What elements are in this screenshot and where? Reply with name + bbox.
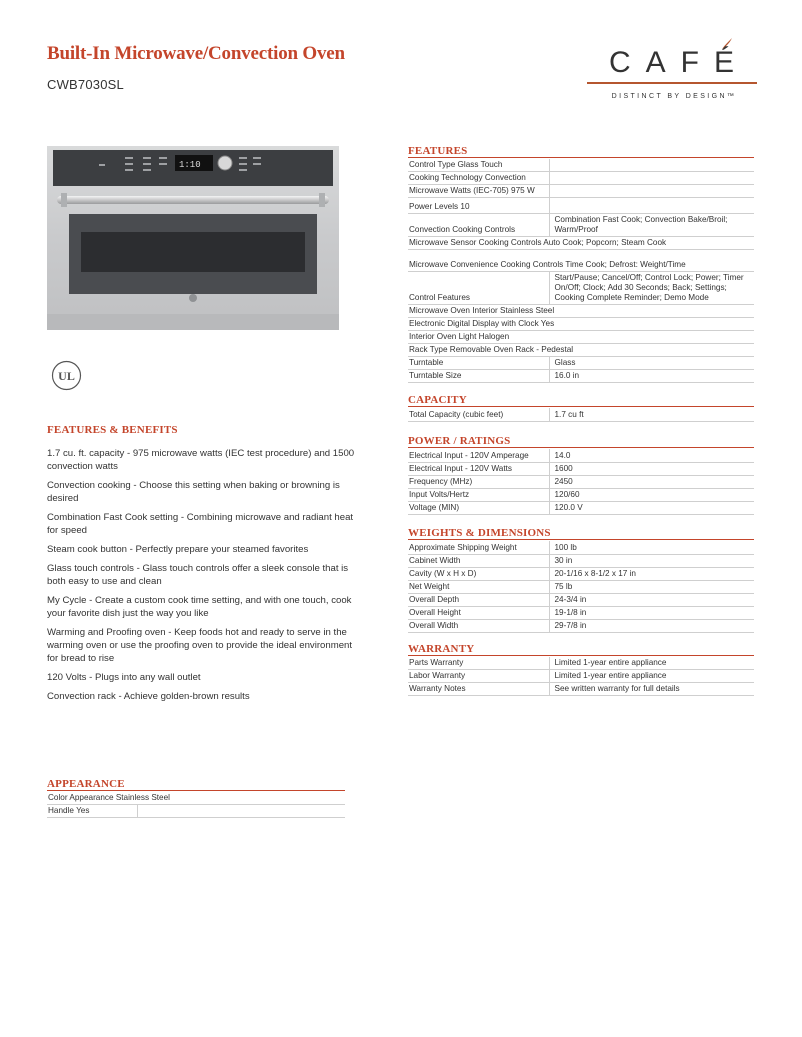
table-row bbox=[408, 670, 754, 683]
benefit-item: Convection rack - Achieve golden-brown results bbox=[47, 690, 250, 702]
spec-value: 29-7/8 in bbox=[549, 619, 754, 632]
table-row bbox=[408, 488, 754, 501]
features-heading: FEATURES bbox=[408, 145, 468, 157]
spec-value: Combination Fast Cook; Convection Bake/Broil; Warm/Proof bbox=[549, 214, 754, 237]
table-row bbox=[408, 449, 754, 462]
spec-value bbox=[549, 172, 754, 185]
benefits-list bbox=[47, 447, 362, 708]
table-row bbox=[408, 606, 754, 619]
table-row bbox=[408, 272, 754, 305]
spec-label: Turntable Size bbox=[408, 370, 549, 383]
table-row bbox=[47, 805, 345, 818]
spec-label: Overall Depth bbox=[408, 593, 549, 606]
spec-label: Rack Type Removable Oven Rack - Pedestal bbox=[408, 344, 754, 357]
spec-value: 30 in bbox=[549, 554, 754, 567]
warranty-rule bbox=[408, 655, 754, 656]
features-table bbox=[408, 159, 754, 383]
spec-label: Cabinet Width bbox=[408, 554, 549, 567]
spec-label: Electronic Digital Display with Clock Yes bbox=[408, 318, 754, 331]
spec-value: 1.7 cu ft bbox=[549, 408, 754, 421]
benefit-item: Combination Fast Cook setting - Combining microwave and radiant heat for speed bbox=[47, 512, 354, 537]
ul-listed-icon bbox=[51, 360, 82, 391]
capacity-rule bbox=[408, 406, 754, 407]
spec-label: Microwave Oven Interior Stainless Steel bbox=[408, 305, 754, 318]
spec-value bbox=[549, 159, 754, 172]
logo-rule bbox=[587, 82, 757, 84]
spec-label: Electrical Input - 120V Amperage bbox=[408, 449, 549, 462]
spec-label: Microwave Convenience Cooking Controls Time Cook; Defrost: Weight/Time bbox=[408, 250, 754, 272]
spec-value: 24-3/4 in bbox=[549, 593, 754, 606]
table-row bbox=[408, 462, 754, 475]
table-row bbox=[408, 501, 754, 514]
spec-label: Turntable bbox=[408, 357, 549, 370]
product-image bbox=[47, 146, 339, 330]
spec-label: Power Levels 10 bbox=[408, 198, 549, 214]
benefit-item: Convection cooking - Choose this setting when baking or browning is desired bbox=[47, 480, 340, 505]
table-row bbox=[408, 305, 754, 318]
weights-rule bbox=[408, 539, 754, 540]
benefit-item: Steam cook button - Perfectly prepare your steamed favorites bbox=[47, 544, 309, 555]
appearance-heading: APPEARANCE bbox=[47, 778, 125, 790]
table-row bbox=[408, 619, 754, 632]
spec-label: Cooking Technology Convection bbox=[408, 172, 549, 185]
spec-value: Limited 1-year entire appliance bbox=[549, 670, 754, 683]
benefit-item: My Cycle - Create a custom cook time setting, and with one touch, cook your favorite dish just the way you like bbox=[47, 594, 352, 619]
table-row bbox=[408, 331, 754, 344]
brand-wordmark: CAFÉ bbox=[608, 46, 749, 79]
table-row bbox=[408, 554, 754, 567]
table-row bbox=[408, 567, 754, 580]
spec-value: Start/Pause; Cancel/Off; Control Lock; Power; Timer On/Off; Clock; Add 30 Seconds; Back; Settings; Cooking Complete Reminder; Demo Mode bbox=[549, 272, 754, 305]
warranty-table bbox=[408, 657, 754, 696]
spec-value: 100 lb bbox=[549, 541, 754, 554]
power-heading: POWER / RATINGS bbox=[408, 435, 511, 447]
spec-label: Warranty Notes bbox=[408, 683, 549, 696]
table-row bbox=[408, 318, 754, 331]
spec-label: Interior Oven Light Halogen bbox=[408, 331, 754, 344]
table-row bbox=[47, 792, 345, 805]
table-row bbox=[408, 408, 754, 421]
spec-value: Limited 1-year entire appliance bbox=[549, 657, 754, 670]
table-row bbox=[408, 475, 754, 488]
table-row bbox=[408, 683, 754, 696]
spec-label: Parts Warranty bbox=[408, 657, 549, 670]
spec-label: Microwave Sensor Cooking Controls Auto Cook; Popcorn; Steam Cook bbox=[408, 237, 754, 250]
power-table bbox=[408, 449, 754, 515]
spec-label: Cavity (W x H x D) bbox=[408, 567, 549, 580]
table-row bbox=[408, 237, 754, 250]
capacity-heading: CAPACITY bbox=[408, 394, 467, 406]
spec-label: Overall Width bbox=[408, 619, 549, 632]
spec-label: Frequency (MHz) bbox=[408, 475, 549, 488]
table-row bbox=[408, 580, 754, 593]
weights-heading: WEIGHTS & DIMENSIONS bbox=[408, 527, 551, 539]
spec-value: 120.0 V bbox=[549, 501, 754, 514]
spec-label: Control Features bbox=[408, 272, 549, 305]
model-number: CWB7030SL bbox=[47, 77, 124, 92]
table-row bbox=[408, 214, 754, 237]
benefits-heading: FEATURES & BENEFITS bbox=[47, 424, 178, 436]
weights-table bbox=[408, 541, 754, 633]
spec-value bbox=[549, 198, 754, 214]
spec-label: Control Type Glass Touch bbox=[408, 159, 549, 172]
table-row bbox=[408, 198, 754, 214]
spec-label: Approximate Shipping Weight bbox=[408, 541, 549, 554]
table-row bbox=[408, 657, 754, 670]
spec-label: Electrical Input - 120V Watts bbox=[408, 462, 549, 475]
spec-label: Overall Height bbox=[408, 606, 549, 619]
spec-label: Handle Yes bbox=[47, 805, 137, 818]
appearance-rule bbox=[47, 790, 345, 791]
table-row bbox=[408, 250, 754, 272]
table-row bbox=[408, 185, 754, 198]
oven-display: 1:10 bbox=[179, 160, 201, 170]
table-row bbox=[408, 344, 754, 357]
spec-value: 14.0 bbox=[549, 449, 754, 462]
brand-tagline: DISTINCT BY DESIGN™ bbox=[611, 93, 737, 100]
benefit-item: 120 Volts - Plugs into any wall outlet bbox=[47, 672, 201, 683]
warranty-heading: WARRANTY bbox=[408, 643, 475, 655]
spec-value: 120/60 bbox=[549, 488, 754, 501]
spec-label: Labor Warranty bbox=[408, 670, 549, 683]
appearance-table bbox=[47, 792, 345, 818]
table-row bbox=[408, 541, 754, 554]
benefit-item: Glass touch controls - Glass touch controls offer a sleek console that is both easy to use and clean bbox=[47, 562, 349, 587]
spec-value: 2450 bbox=[549, 475, 754, 488]
spec-value: 16.0 in bbox=[549, 370, 754, 383]
table-row bbox=[408, 159, 754, 172]
spec-value bbox=[137, 805, 345, 818]
table-row bbox=[408, 172, 754, 185]
benefit-item: 1.7 cu. ft. capacity - 975 microwave watts (IEC test procedure) and 1500 convection watts bbox=[47, 448, 355, 473]
spec-value bbox=[549, 185, 754, 198]
spec-value: See written warranty for full details bbox=[549, 683, 754, 696]
features-rule bbox=[408, 157, 754, 158]
spec-value: 1600 bbox=[549, 462, 754, 475]
power-rule bbox=[408, 447, 754, 448]
table-row bbox=[408, 593, 754, 606]
benefit-item: Warming and Proofing oven - Keep foods hot and ready to serve in the warming oven or use the proofing oven to provide the ideal environment for bread to rise bbox=[47, 626, 353, 665]
brand-logo bbox=[587, 34, 757, 106]
spec-label: Net Weight bbox=[408, 580, 549, 593]
product-title: Built-In Microwave/Convection Oven bbox=[47, 43, 345, 64]
spec-value: 75 lb bbox=[549, 580, 754, 593]
spec-label: Voltage (MIN) bbox=[408, 501, 549, 514]
spec-value: 20-1/16 x 8-1/2 x 17 in bbox=[549, 567, 754, 580]
spec-value: Glass bbox=[549, 357, 754, 370]
spec-label: Microwave Watts (IEC-705) 975 W bbox=[408, 185, 549, 198]
capacity-table bbox=[408, 408, 754, 422]
spec-value: 19-1/8 in bbox=[549, 606, 754, 619]
table-row bbox=[408, 357, 754, 370]
spec-label: Color Appearance Stainless Steel bbox=[47, 792, 137, 805]
spec-label: Input Volts/Hertz bbox=[408, 488, 549, 501]
spec-label: Total Capacity (cubic feet) bbox=[408, 408, 549, 421]
ul-text: UL bbox=[58, 369, 75, 383]
table-row bbox=[408, 370, 754, 383]
spec-label: Convection Cooking Controls bbox=[408, 214, 549, 237]
